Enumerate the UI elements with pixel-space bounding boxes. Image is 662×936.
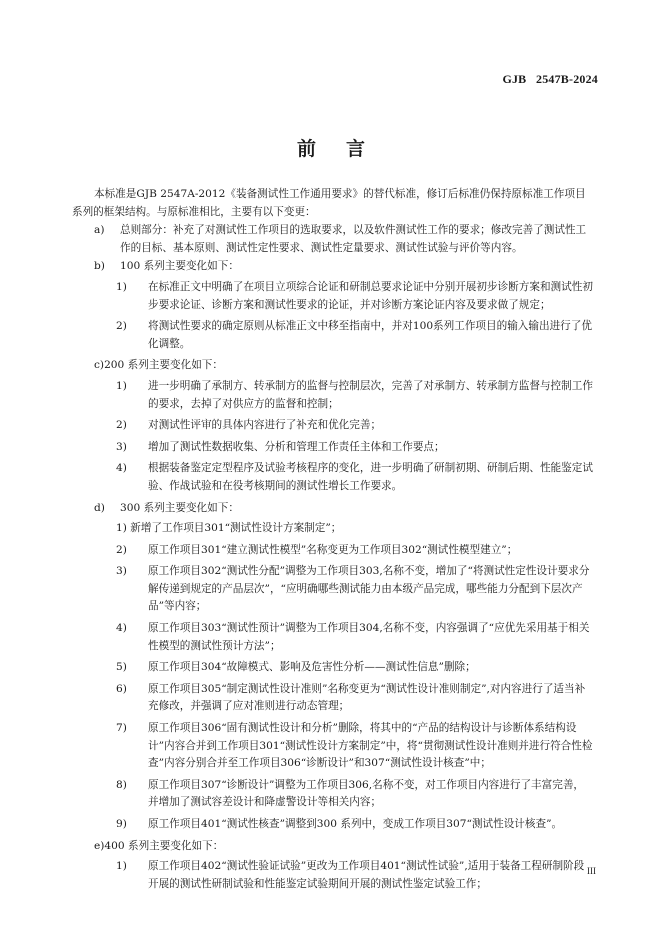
sub-label: 1) (116, 860, 127, 873)
sub-item (72, 563, 594, 616)
list-item-d (72, 500, 594, 518)
sub-label: 7) (116, 722, 127, 735)
sub-label: 2) (116, 543, 127, 556)
sub-label: 5) (116, 661, 127, 674)
sub-indent (72, 520, 116, 538)
sub-label: 8) (116, 778, 127, 791)
list-item-c-heading: c)200 系列主要变化如下： (94, 359, 223, 372)
sub-text: 原工作项目402“测试性验证试验”更改为工作项目401“测试性试验”,适用于装备工程研制阶段开展的测试性研制试验和性能鉴定试验期间开展的测试性鉴定试验工作； (148, 860, 585, 890)
sub-text: 根据装备鉴定定型程序及试验考核程序的变化，进一步明确了研制初期、研制后期、性能鉴定试验、作战试验和在役考核期间的测试性增长工作要求。 (148, 462, 593, 492)
sub-text: 原工作项目303“测试性预计”调整为工作项目304,名称不变，内容强调了“应优先采用基于相关性模型的测试性预计方法”； (148, 622, 590, 652)
sub-item (72, 681, 594, 716)
page-number: III (587, 866, 596, 876)
sub-text: 原工作项目302“测试性分配”调整为工作项目303,名称不变，增加了“将测试性定性设计要求分解传递到规定的产品层次”，“应明确哪些测试能力由本级产品完成，哪些能力分配到下层次产品”等内容； (148, 565, 590, 613)
sub-text: 1) 新增了工作项目301“测试性设计方案制定”； (116, 522, 342, 535)
sub-item (72, 720, 594, 773)
sub-item (72, 378, 594, 413)
sub-text: 原工作项目301“建立测试性模型”名称变更为工作项目302“测试性模型建立”； (148, 543, 518, 556)
sub-label: 4) (116, 622, 127, 635)
sub-item (72, 659, 594, 677)
sub-item (72, 620, 594, 655)
sub-label: 9) (116, 818, 127, 830)
sub-item (72, 279, 594, 314)
sub-label: 3) (116, 565, 127, 578)
intro-paragraph: 本标准是GJB 2547A-2012《装备测试性工作通用要求》的替代标准，修订后标准仍保持原标准工作项目系列的框架结构。与原标准相比，主要有以下变更： (72, 188, 586, 218)
sub-label: 1) (116, 379, 127, 392)
document-body (72, 186, 594, 897)
list-label: d) (94, 501, 105, 514)
sub-item (72, 542, 594, 560)
sub-text: 原工作项目304“故障模式、影响及危害性分析——测试性信息”删除； (148, 661, 476, 674)
list-item-a (72, 222, 594, 257)
sub-text: 进一步明确了承制方、转承制方的监督与控制层次，完善了对承制方、转承制方监督与控制工作的要求，去掉了对供应方的监督和控制； (148, 379, 593, 410)
sub-item (72, 417, 594, 435)
sub-item (72, 858, 594, 893)
sub-text: 将测试性要求的确定原则从标准正文中移至指南中，并对100系列工作项目的输入输出进行了优化调整。 (148, 320, 592, 350)
sub-text: 原工作项目305“制定测试性设计准则”名称变更为“测试性设计准则制定”,对内容进行了适当补充修改，并强调了应对准则进行动态管理； (148, 682, 586, 713)
sub-text: 在标准正文中明确了在项目立项综合论证和研制总要求论证中分别开展初步诊断方案和测试性初步要求论证、诊断方案和测试性要求的论证，并对诊断方案论证内容及要求做了规定； (148, 280, 593, 311)
sub-label: 6) (116, 682, 127, 695)
sub-text: 原工作项目307“诊断设计”调整为工作项目306,名称不变，对工作项目内容进行了丰富完善，并增加了测试容差设计和降虚警设计等相关内容； (148, 778, 585, 809)
sub-label: 4) (116, 462, 127, 475)
list-heading: 100 系列主要变化如下： (120, 260, 239, 273)
list-heading: 300 系列主要变化如下： (120, 501, 239, 514)
sub-item (72, 816, 594, 834)
sub-text: 增加了测试性数据收集、分析和管理工作责任主体和工作要点； (148, 440, 445, 453)
list-label: b) (94, 260, 105, 273)
sub-item (72, 777, 594, 812)
sub-label: 2) (116, 419, 127, 432)
sub-label: 2) (116, 320, 127, 333)
sub-item (72, 520, 594, 538)
sub-item (72, 318, 594, 353)
standard-code: GJB 2547B-2024 (502, 72, 598, 86)
sub-item (72, 439, 594, 457)
sub-label: 3) (116, 440, 127, 453)
sub-text: 原工作项目401“测试性核查”调整到300 系列中，变成工作项目307“测试性设计核查”。 (148, 818, 563, 830)
list-item-e-heading: e)400 系列主要变化如下： (94, 839, 224, 852)
sub-label: 1) (116, 280, 127, 293)
page-title: 前言 (296, 138, 395, 160)
sub-text: 原工作项目306“固有测试性设计和分析”删除，将其中的“产品的结构设计与诊断体系结构设计”内容合并到工作项目301“测试性设计方案制定”中，将“贯彻测试性设计准则并进行符合性检查”内容分别合并至工作项目306“诊断设计”和307“测试性设计核查”中； (148, 722, 593, 770)
list-item-b (72, 258, 594, 276)
list-label: a) (94, 224, 105, 237)
list-text: 总则部分：补充了对测试性工作项目的选取要求，以及软件测试性工作的要求；修改完善了测试性工作的目标、基本原则、测试性定性要求、测试性定量要求、测试性试验与评价等内容。 (120, 224, 587, 254)
sub-text: 对测试性评审的具体内容进行了补充和优化完善； (148, 419, 382, 432)
sub-item (72, 460, 594, 495)
